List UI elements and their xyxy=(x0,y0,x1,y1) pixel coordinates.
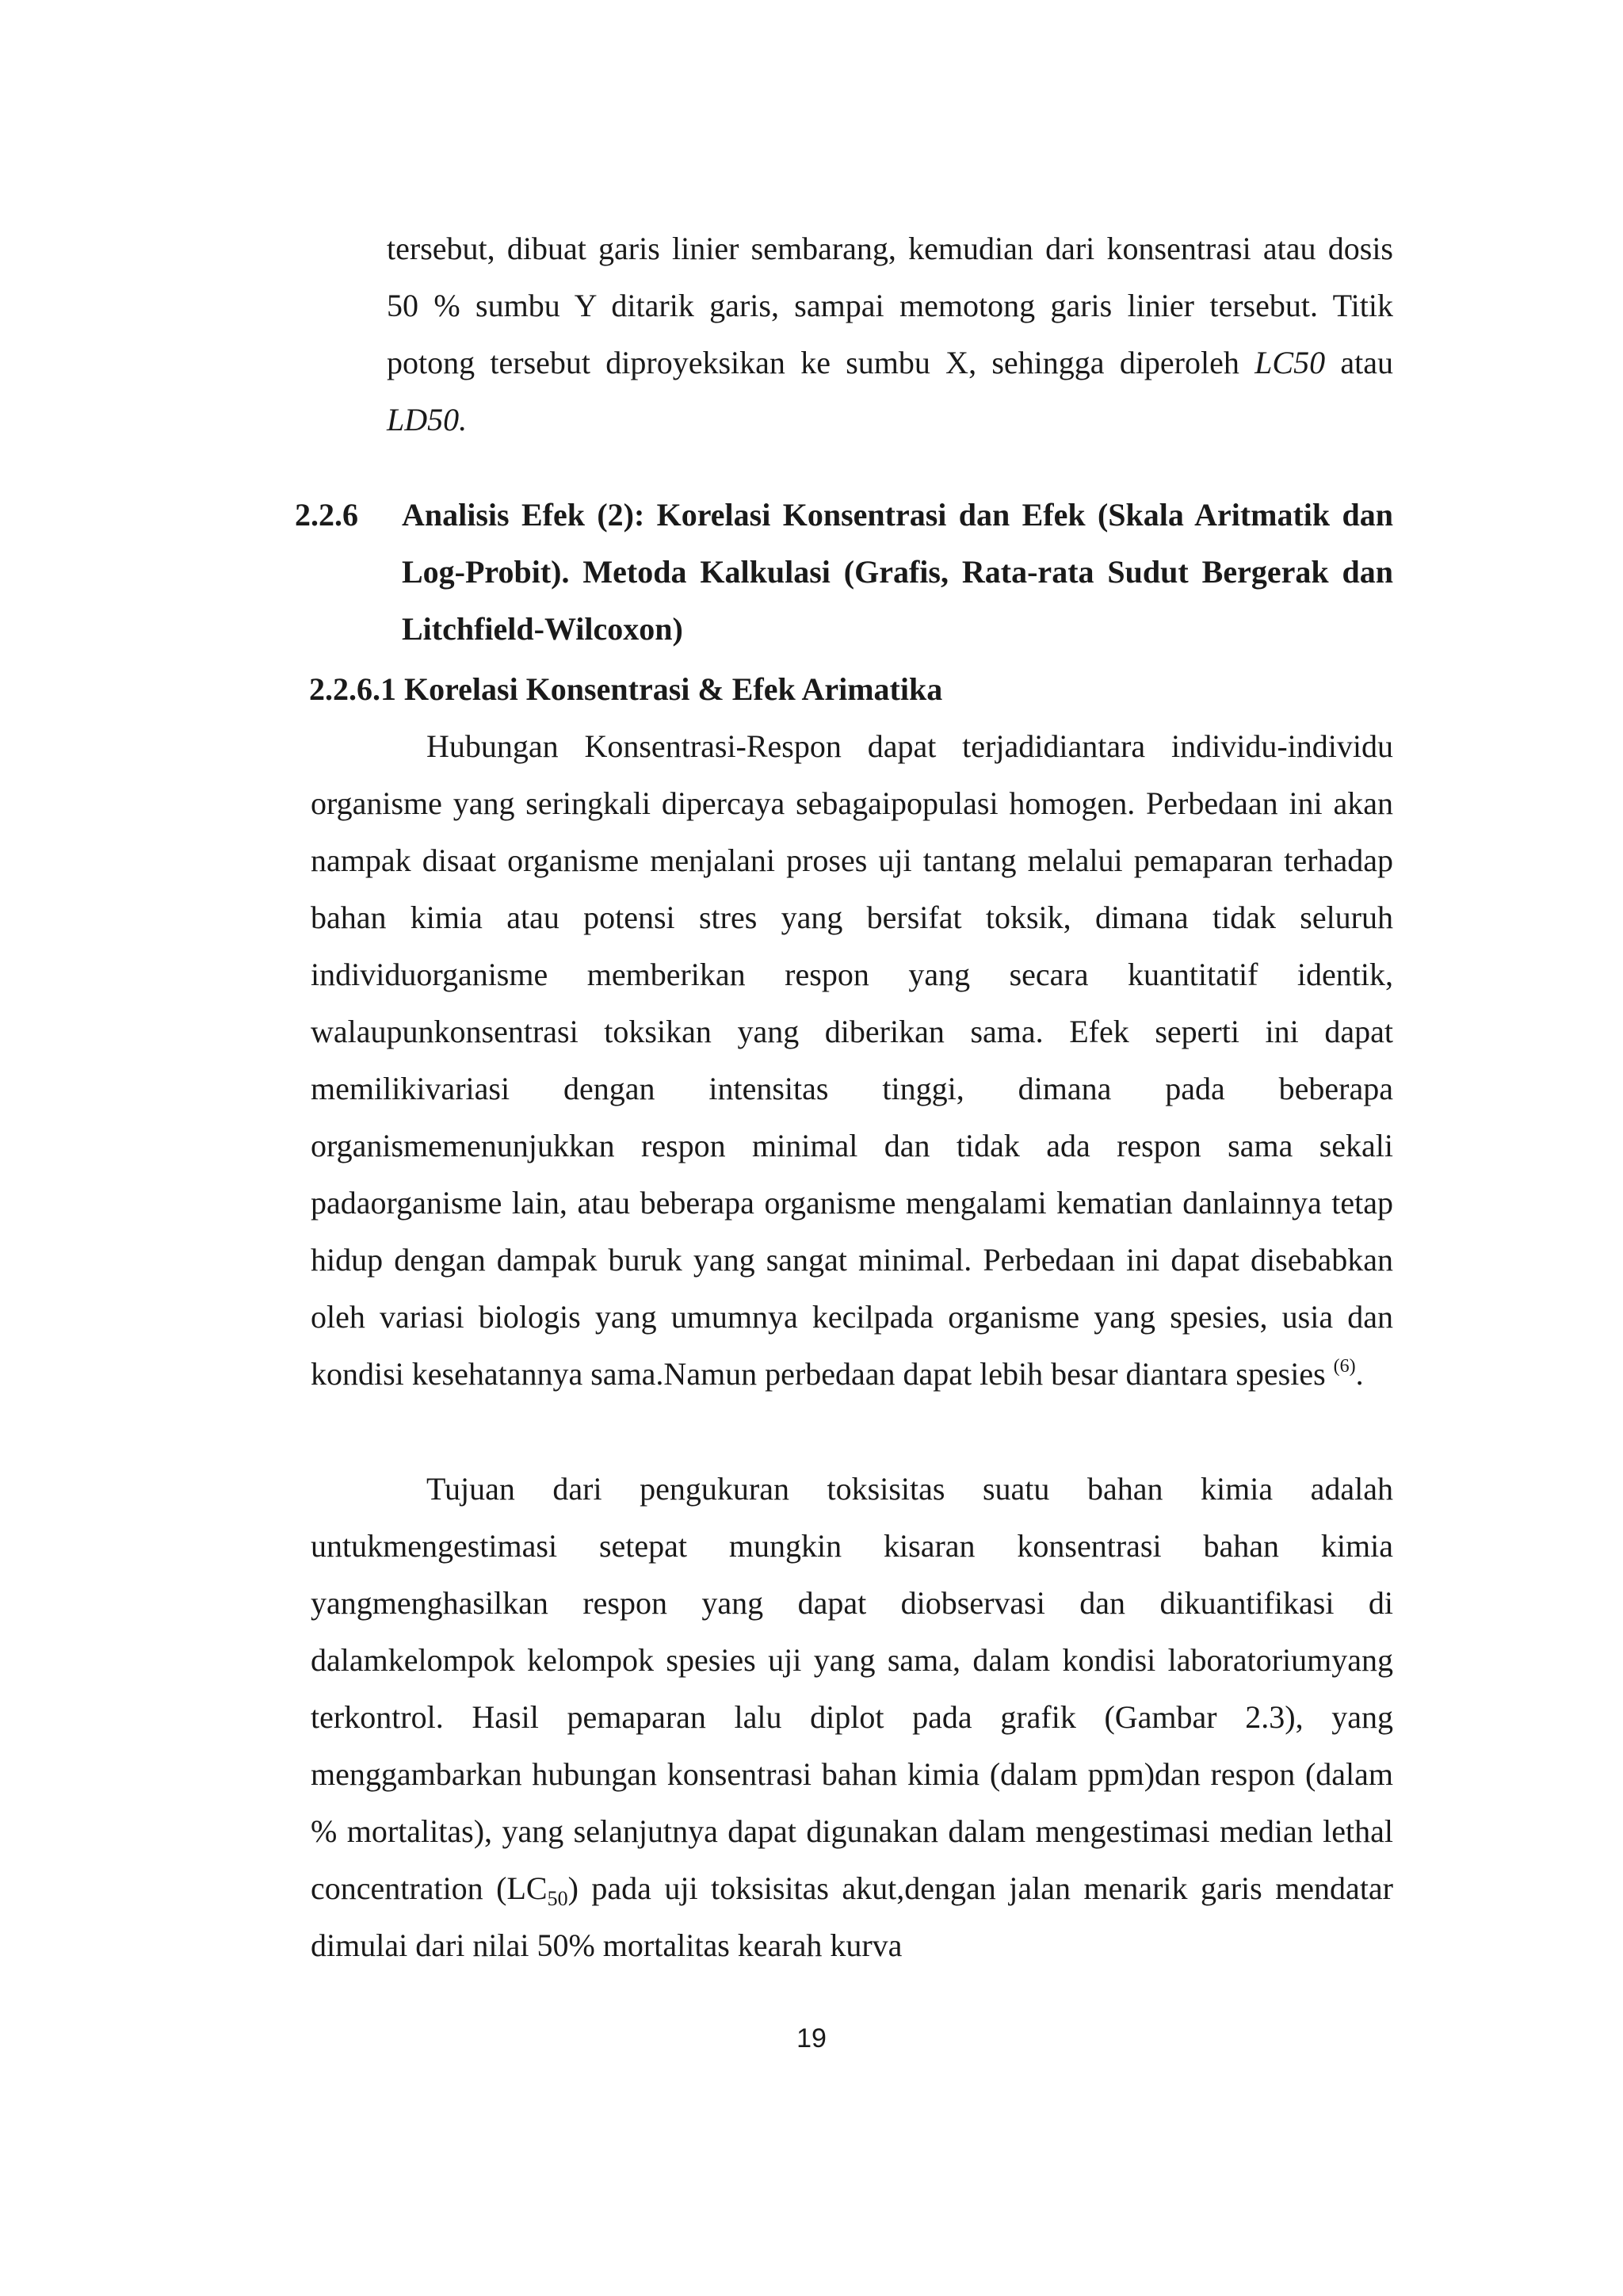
continued-paragraph xyxy=(387,220,1393,449)
section-title: Analisis Efek (2): Korelasi Konsentrasi dan Efek (Skala Aritmatik dan Log-Probit). Metoda Kalkulasi (Grafis, Rata-rata Sudut Bergerak dan Litchfield-Wilcoxon) xyxy=(402,497,1393,647)
paragraph-2-text-a: Tujuan dari pengukuran toksisitas suatu bahan kimia adalah untukmengestimasi setepat mungkin kisaran konsentrasi bahan kimia yangmenghasilkan respon yang dapat diobservasi dan dikuantifikasi di dalamkelompok kelompok spesies uji yang sama, dalam kondisi laboratoriumyang terkontrol. Hasil pemaparan lalu diplot pada grafik (Gambar 2.3), yang menggambarkan hubungan konsentrasi bahan kimia (dalam ppm)dan respon (dalam % mortalitas), yang selanjutnya dapat digunakan dalam mengestimasi median lethal concentration (LC xyxy=(311,1471,1393,1906)
paragraph-1-end: . xyxy=(1355,1356,1364,1392)
paragraph-1-text: Hubungan Konsentrasi-Respon dapat terjadidiantara individu-individu organisme yang seringkali dipercaya sebagaipopulasi homogen. Perbedaan ini akan nampak disaat organisme menjalani proses uji tantang melalui pemaparan terhadap bahan kimia atau potensi stres yang bersifat toksik, dimana tidak seluruh individuorganisme memberikan respon yang secara kuantitatif identik, walaupunkonsentrasi toksikan yang diberikan sama. Efek seperti ini dapat memilikivariasi dengan intensitas tinggi, dimana pada beberapa organismemenunjukkan respon minimal dan tidak ada respon sama sekali padaorganisme lain, atau beberapa organisme mengalami kematian danlainnya tetap hidup dengan dampak buruk yang sangat minimal. Perbedaan ini dapat disebabkan oleh variasi biologis yang umumnya kecilpada organisme yang spesies, usia dan kondisi kesehatannya sama.Namun perbedaan dapat lebih besar diantara spesies xyxy=(311,728,1393,1392)
citation-marker: (6) xyxy=(1333,1356,1356,1377)
lc50-term: LC50 xyxy=(1254,345,1326,380)
intro-or: atau xyxy=(1325,345,1393,380)
body-paragraph-2 xyxy=(311,1461,1393,1974)
paragraph-2-text-b: ) pada uji toksisitas akut,dengan jalan menarik garis mendatar dimulai dari nilai 50% mortalitas kearah kurva xyxy=(311,1870,1394,1963)
lc-subscript: 50 xyxy=(547,1887,568,1910)
section-number: 2.2.6 xyxy=(295,497,358,533)
page-number: 19 xyxy=(796,2023,827,2053)
intro-text: tersebut, dibuat garis linier sembarang, kemudian dari konsentrasi atau dosis 50 % sumbu Y ditarik garis, sampai memotong garis linier tersebut. Titik potong tersebut diproyeksikan ke sumbu X, sehingga diperoleh xyxy=(387,231,1393,380)
body-paragraph-1 xyxy=(311,718,1393,1403)
ld50-term: LD50. xyxy=(387,402,468,437)
subsection-heading-2-2-6-1: 2.2.6.1 Korelasi Konsentrasi & Efek Arimatika xyxy=(309,671,943,707)
